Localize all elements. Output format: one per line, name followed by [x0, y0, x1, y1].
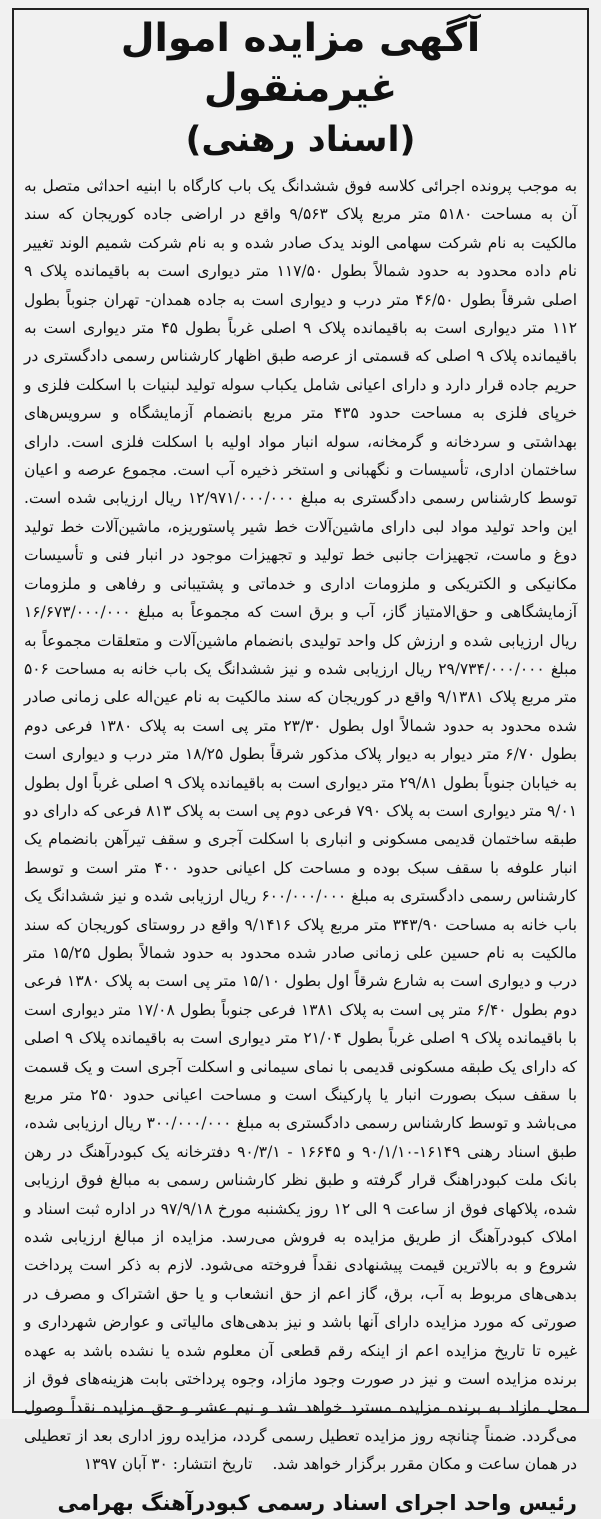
notice-body-text: به موجب پرونده اجرائی کلاسه فوق ششدانگ یک باب کارگاه با ابنیه احداثی متصل به آن به مساحت ۵۱۸۰ متر مربع پلاک ۹/۵۶۳ واقع در اراضی جاده کوریجان که سند مالکیت به نام شرکت سهامی الوند یدک صادر شده و به نام شرکت شمیم الوند تغییر نام داده محدود به حدود شمالاً بطول ۱۱۷/۵۰ متر دیواری است به باقیمانده پلاک ۹ اصلی شرقاً بطول ۴۶/۵۰ متر درب و دیواری است به جاده همدان- تهران جنوباً بطول ۱۱۲ متر دیواری است به باقیمانده پلاک ۹ اصلی غرباً بطول ۴۵ متر دیواری است به باقیمانده پلاک ۹ اصلی که قسمتی از عرصه طبق اظهار کارشناس رسمی دادگستری در حریم جاده قرار دارد و دارای اعیانی شامل یکباب سوله تولید لبنیات با اسکلت فلزی و خرپای فلزی به مساحت حدود ۴۳۵ متر مربع بانضمام آزمایشگاه و سرویس‌های بهداشتی و سردخانه و گرمخانه، سوله انبار مواد اولیه با اسکلت فلزی است. دارای ساختمان اداری، تأسیسات و نگهبانی و استخر ذخیره آب است. مجموع عرصه و اعیان توسط کارشناس رسمی دادگستری به مبلغ ۱۲/۹۷۱/۰۰۰/۰۰۰ ریال ارزیابی شده است. این واحد تولید مواد لبی دارای ماشین‌آلات خط شیر پاستوریزه، ماشین‌آلات خط تولید دوغ و ماست، تجهیزات جانبی خط تولید و تجهیزات موجود در انبار فنی و تأسیسات مکانیکی و الکتریکی و ملزومات اداری و خدماتی و پشتیبانی و رفاهی و ملزومات آزمایشگاهی و حق‌الامتیاز گاز، آب و برق است که مجموعاً به مبلغ ۱۶/۶۷۳/۰۰۰/۰۰۰ ریال ارزیابی شده و ارزش کل واحد تولیدی بانضمام ماشین‌آلات و متعلقات مجموعاً به مبلغ ۲۹/۷۳۴/۰۰۰/۰۰۰ ریال ارزیابی شده و نیز ششدانگ یک باب خانه به مساحت ۵۰۶ متر مربع پلاک ۹/۱۳۸۱ واقع در کوریجان که سند مالکیت به نام عین‌اله علی زمانی صادر شده محدود به حدود شمالاً اول بطول ۲۳/۳۰ متر پی است به پلاک ۱۳۸۰ فرعی دوم بطول ۶/۷۰ متر دیوار به دیوار پلاک مذکور شرقاً بطول ۱۸/۲۵ متر درب و دیواری است به خیابان جنوباً بطول ۲۹/۸۱ متر دیواری است به باقیمانده پلاک ۹ اصلی غرباً اول بطول ۹/۰۱ متر دیواری است به پلاک ۷۹۰ فرعی دوم پی است به پلاک ۸۱۳ فرعی که دارای دو طبقه ساختمان قدیمی مسکونی و انباری با اسکلت آجری و سقف تیرآهن بانضمام یک انبار علوفه با سقف سبک بوده و مساحت کل اعیانی حدود ۴۰۰ متر است و توسط کارشناس رسمی دادگستری به مبلغ ۶۰۰/۰۰۰/۰۰۰ ریال ارزیابی شده و نیز ششدانگ یک باب خانه به مساحت ۳۴۳/۹۰ متر مربع پلاک ۹/۱۴۱۶ واقع در روستای کوریجان که سند مالکیت به نام حسین علی زمانی صادر شده محدود به حدود شمالاً بطول ۱۵/۲۵ متر درب و دیواری است به شارع شرقاً اول بطول ۱۵/۱۰ متر پی است به پلاک ۱۳۸۰ فرعی دوم بطول ۶/۴۰ متر پی است به پلاک ۱۳۸۱ فرعی جنوباً بطول ۱۷/۰۸ متر دیواری است با باقیمانده پلاک ۹ اصلی غرباً بطول ۲۱/۰۴ متر دیواری است به باقیمانده پلاک ۹ اصلی که دارای یک طبقه مسکونی قدیمی با نمای سیمانی و اسکلت آجری است و یک قسمت با سقف سبک بصورت انبار یا پارکینگ است و مساحت اعیانی حدود ۲۵۰ متر مربع می‌باشد و توسط کارشناس رسمی دادگستری به مبلغ ۳۰۰/۰۰۰/۰۰۰ ریال ارزیابی شده، طبق اسناد رهنی ۱۶۱۴۹-۹۰/۱/۱۰ و ۱۶۶۴۵ - ۹۰/۳/۱ دفترخانه یک کبودرآهنگ در رهن بانک ملت کبودراهنگ قرار گرفته و طبق نظر کارشناس رسمی به مبالغ فوق ارزیابی شده، پلاکهای فوق از ساعت ۹ الی ۱۲ روز یکشنبه مورخ ۹۷/۹/۱۸ در اداره ثبت اسناد و املاک کبودرآهنگ از طریق مزایده به فروش می‌رسد. مزایده از مبالغ ارزیابی شده شروع و به بالاترین قیمت پیشنهادی نقداً فروخته می‌شود. لازم به ذکر است پرداخت بدهی‌های مربوط به آب، برق، گاز اعم از حق انشعاب و یا حق اشتراک و مصرف در صورتی که مورد مزایده دارای آنها باشد و نیز بدهی‌های مالیاتی و عوارض شهرداری و غیره تا تاریخ مزایده اعم از اینکه رقم قطعی آن معلوم شده یا نشده باشد به عهده برنده مزایده است و نیز در صورت وجود مازاد، وجوه پرداختی بابت هزینه‌های فوق از محل مازاد به برنده مزایده مسترد خواهد شد و نیم عشر و حق مزایده نقداً وصول می‌گردد. ضمناً چنانچه روز مزایده تعطیل رسمی گردد، مزایده روز اداری بعد از تعطیلی در همان ساعت و مکان مقرر برگزار خواهد شد.: [24, 177, 578, 1474]
signature-block: رئیس واحد اجرای اسناد رسمی کبودرآهنگ بهرامی: [57, 1490, 577, 1515]
notice-frame: [12, 8, 589, 1515]
notice-subtitle: (اسناد رهنی): [185, 120, 416, 160]
notice-title: آگهی مزایده اموال غیرمنقول: [120, 16, 481, 111]
notice-body: [24, 172, 577, 1479]
publish-date: تاریخ انتشار: ۳۰ آبان ۱۳۹۷: [83, 1455, 253, 1474]
